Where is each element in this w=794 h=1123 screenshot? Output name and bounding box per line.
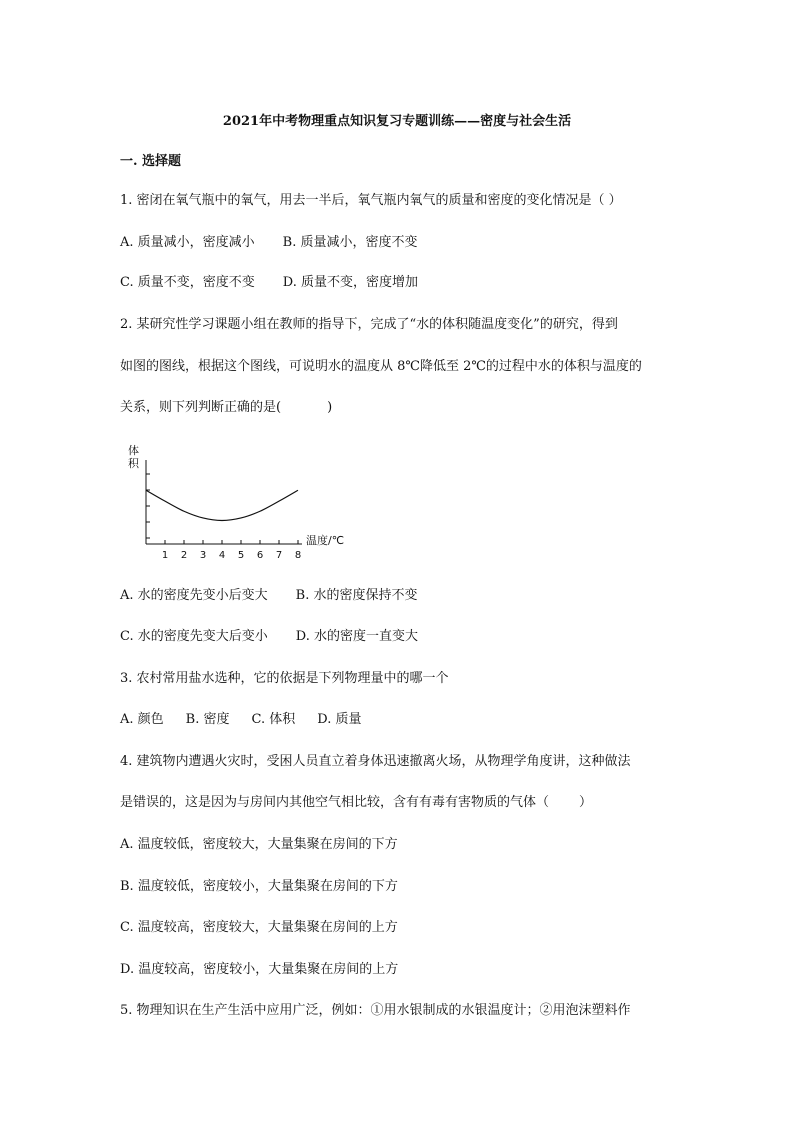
question-2-stem-line-1: 2. 某研究性学习课题小组在教师的指导下，完成了“水的体积随温度变化”的研究，得到 — [120, 317, 618, 332]
x-tick-label-2: 2 — [180, 550, 188, 560]
q3-option-b[interactable]: B. 密度 — [185, 712, 230, 727]
q4-option-d[interactable]: D. 温度较高，密度较小，大量集聚在房间的上方 — [120, 962, 399, 977]
section-heading: 一. 选择题 — [120, 154, 182, 169]
question-2-options-row-1 — [120, 588, 417, 604]
question-1-stem: 1. 密闭在氧气瓶中的氧气，用去一半后，氧气瓶内氧气的质量和密度的变化情况是（ ） — [120, 193, 622, 208]
q1-option-b[interactable]: B. 质量减小，密度不变 — [282, 235, 418, 250]
x-axis-label: 温度/℃ — [306, 534, 345, 547]
q1-option-c[interactable]: C. 质量不变，密度不变 — [120, 275, 255, 290]
x-tick-label-1: 1 — [161, 550, 169, 560]
q4-option-c[interactable]: C. 温度较高，密度较大，大量集聚在房间的上方 — [120, 920, 398, 935]
question-2-stem-line-2: 如图的图线，根据这个图线，可说明水的温度从 8℃降低至 2℃的过程中水的体积与温度的 — [120, 359, 642, 374]
q4-option-b[interactable]: B. 温度较低，密度较小，大量集聚在房间的下方 — [120, 879, 398, 894]
x-tick-label-8: 8 — [294, 550, 302, 560]
y-axis-label-2: 积 — [128, 457, 139, 470]
x-tick-label-4: 4 — [218, 550, 226, 560]
question-5-stem-line-1: 5. 物理知识在生产生活中应用广泛，例如：①用水银制成的水银温度计；②用泡沫塑料作 — [120, 1003, 631, 1018]
q2-option-c[interactable]: C. 水的密度先变大后变小 — [120, 629, 268, 644]
question-2-stem-line-3 — [120, 400, 332, 416]
q1-option-d[interactable]: D. 质量不变，密度增加 — [282, 275, 418, 290]
question-4-stem-line-1: 4. 建筑物内遭遇火灾时，受困人员直立着身体迅速撤离火场，从物理学角度讲，这种做法 — [120, 754, 631, 769]
x-tick-label-3: 3 — [199, 550, 207, 560]
page-title: 2021年中考物理重点知识复习专题训练——密度与社会生活 — [222, 114, 572, 129]
x-tick-label-6: 6 — [256, 550, 264, 560]
question-4-answer-paren: ） — [579, 795, 593, 810]
question-3-stem: 3. 农村常用盐水选种，它的依据是下列物理量中的哪一个 — [120, 671, 449, 686]
q3-option-a[interactable]: A. 颜色 — [120, 712, 164, 727]
q4-option-a[interactable]: A. 温度较低，密度较大，大量集聚在房间的下方 — [120, 837, 398, 852]
question-3-options — [120, 712, 361, 728]
question-1-options-row-2 — [120, 275, 418, 291]
question-1-options-row-1 — [120, 235, 417, 251]
q1-option-a[interactable]: A. 质量减小，密度减小 — [120, 235, 255, 250]
question-4-stem-line-2-text: 是错误的，这是因为与房间内其他空气相比较，含有有毒有害物质的气体（ — [120, 795, 550, 810]
q2-option-b[interactable]: B. 水的密度保持不变 — [295, 588, 418, 603]
question-2-options-row-2 — [120, 629, 418, 645]
q3-option-d[interactable]: D. 质量 — [317, 712, 362, 727]
volume-curve — [146, 490, 298, 520]
question-4-stem-line-2 — [120, 795, 592, 811]
question-2-stem-line-3-text: 关系，则下列判断正确的是( — [120, 400, 282, 415]
y-axis-label-1: 体 — [128, 444, 139, 457]
q2-option-d[interactable]: D. 水的密度一直变大 — [295, 629, 418, 644]
x-tick-label-5: 5 — [237, 550, 245, 560]
x-tick-label-7: 7 — [275, 550, 283, 560]
q3-option-c[interactable]: C. 体积 — [251, 712, 296, 727]
volume-temperature-graph — [118, 440, 368, 560]
question-2-answer-paren: ) — [327, 400, 333, 415]
q2-option-a[interactable]: A. 水的密度先变小后变大 — [120, 588, 268, 603]
